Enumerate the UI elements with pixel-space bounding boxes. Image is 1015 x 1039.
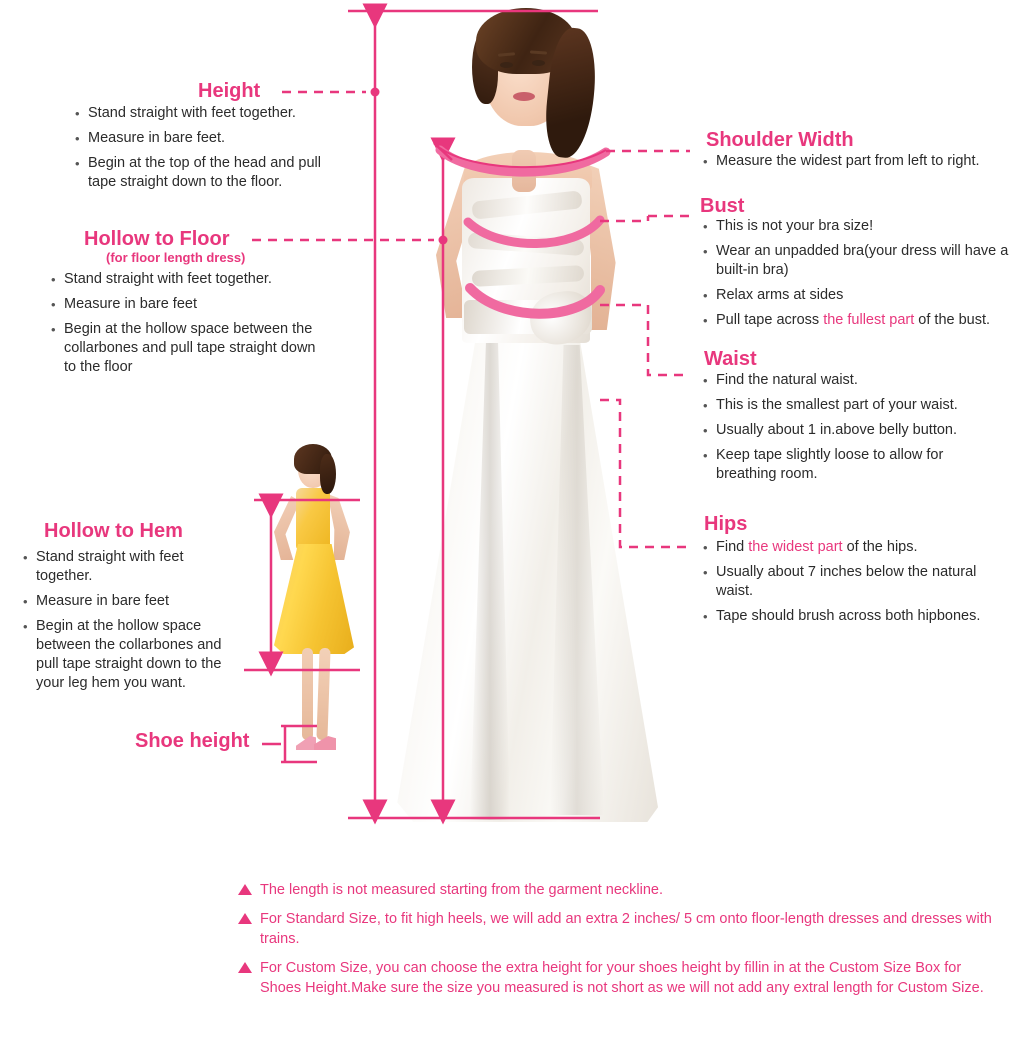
- list-item: • Stand straight with feet together.: [36, 548, 230, 586]
- model-eye-right: [532, 60, 545, 66]
- list-item: • Relax arms at sides: [716, 286, 1010, 305]
- list-item: • Usually about 7 inches below the natural waist.: [716, 563, 1000, 601]
- list-item-hips-widest: • Find the widest part of the hips.: [716, 538, 1000, 557]
- model-figure-short-dress: [258, 440, 388, 770]
- short-dress-bodice: [296, 488, 330, 550]
- waist-label: Waist: [704, 348, 757, 370]
- list-item: • Measure in bare feet.: [88, 129, 342, 148]
- warning-triangle-icon: [238, 913, 252, 924]
- bust-label: Bust: [700, 195, 745, 217]
- list-item: • Usually about 1 in.above belly button.: [716, 421, 1000, 440]
- small-model-right-leg: [316, 648, 330, 740]
- footnote-1: [238, 880, 998, 900]
- list-item: • Begin at the top of the head and pull tape straight down to the floor.: [88, 154, 342, 192]
- height-bullets: [72, 104, 342, 198]
- shoe-height-label: Shoe height: [135, 730, 250, 752]
- list-item: • Measure in bare feet: [36, 592, 230, 611]
- hips-bullets: [700, 538, 1000, 632]
- footnotes: [238, 880, 998, 1007]
- list-item: • Begin at the hollow space between the collarbones and pull tape straight down to the your leg hem you want.: [36, 617, 230, 693]
- list-item: • Measure in bare feet: [64, 295, 328, 314]
- model-lips: [513, 92, 535, 101]
- hollow-to-floor-label: Hollow to Floor: [84, 228, 230, 250]
- list-item: • Tape should brush across both hipbones.: [716, 607, 1000, 626]
- list-item-bust-fullest: • Pull tape across the fullest part of the bust.: [716, 311, 1010, 330]
- footnote-text: For Custom Size, you can choose the extra height for your shoes height by fillin in at the Custom Size Box for Shoes Height.Make sure the size you measured is not short as we will not add any extral length for Custom Size.: [260, 960, 984, 996]
- short-dress-skirt: [274, 544, 354, 654]
- footnote-text: For Standard Size, to fit high heels, we will add an extra 2 inches/ 5 cm onto floor-length dresses and dresses with trains.: [260, 911, 992, 947]
- shoulder-width-bullets: [700, 152, 1010, 177]
- list-item: • This is the smallest part of your waist.: [716, 396, 1000, 415]
- hollow-to-floor-sublabel: (for floor length dress): [106, 250, 246, 265]
- model-neck: [512, 150, 536, 192]
- hollow-to-hem-bullets: [20, 548, 230, 699]
- small-model-hair-side: [320, 454, 336, 494]
- hips-label: Hips: [704, 513, 748, 535]
- list-item: • This is not your bra size!: [716, 217, 1010, 236]
- shoulder-width-label: Shoulder Width: [706, 129, 854, 151]
- model-eye-left: [500, 62, 513, 68]
- list-item: • Stand straight with feet together.: [88, 104, 342, 123]
- footnote-2: [238, 909, 998, 949]
- list-item: • Begin at the hollow space between the collarbones and pull tape straight down to the floor: [64, 320, 328, 377]
- list-item: • Measure the widest part from left to right.: [716, 152, 1010, 171]
- waist-bullets: [700, 371, 1000, 490]
- hips-highlight: the widest part: [748, 539, 843, 555]
- hollow-to-hem-label: Hollow to Hem: [44, 520, 183, 542]
- long-dress-skirt: [392, 330, 658, 822]
- warning-triangle-icon: [238, 962, 252, 973]
- list-item: • Stand straight with feet together.: [64, 270, 328, 289]
- list-item: • Wear an unpadded bra(your dress will have a built-in bra): [716, 242, 1010, 280]
- height-label: Height: [198, 80, 261, 102]
- list-item: • Find the natural waist.: [716, 371, 1000, 390]
- model-figure-long-dress: [380, 0, 670, 825]
- small-model-left-leg: [302, 648, 313, 740]
- bust-bullets: [700, 217, 1010, 336]
- bust-highlight: the fullest part: [823, 312, 915, 328]
- height-anchor-dot: [371, 88, 380, 97]
- list-item: • Keep tape slightly loose to allow for breathing room.: [716, 446, 1000, 484]
- warning-triangle-icon: [238, 884, 252, 895]
- hollow-to-floor-bullets: [48, 270, 328, 383]
- footnote-3: [238, 958, 998, 998]
- footnote-text: The length is not measured starting from the garment neckline.: [260, 882, 663, 898]
